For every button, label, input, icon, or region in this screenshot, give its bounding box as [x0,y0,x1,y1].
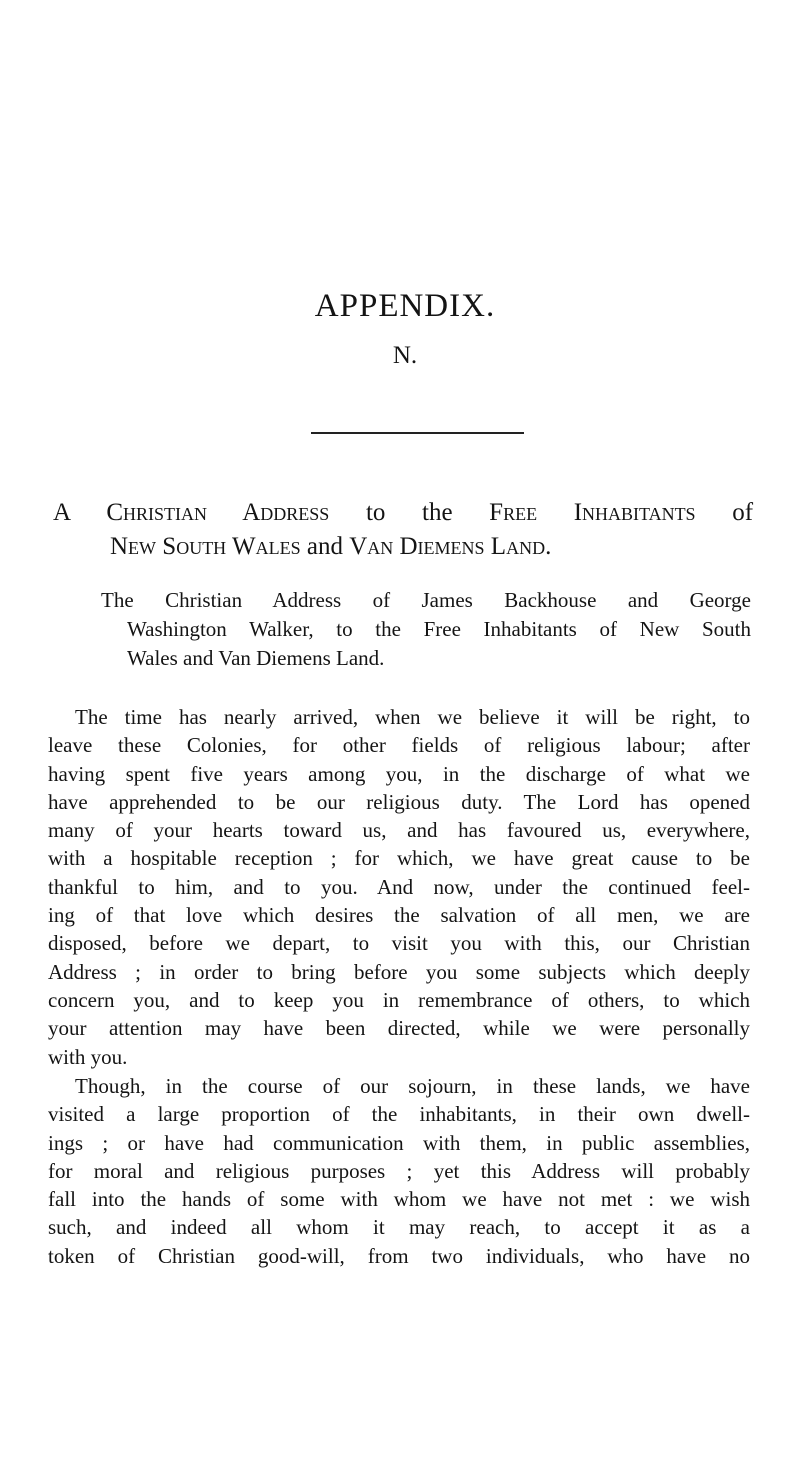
text-line: thankful to him, and to you. And now, under the continued feel- [48,874,750,899]
address-title [53,496,753,564]
title-line-1 [53,496,753,530]
subtitle-line: Washington Walker, to the Free Inhabitants of New South [127,617,751,641]
title-word: and [306,533,343,560]
text-line: token of Christian good-will, from two individuals, who have no [48,1243,750,1268]
text-line: visited a large proportion of the inhabitants, in their own dwell- [48,1102,750,1127]
text-line: having spent five years among you, in the discharge of what we [48,761,750,786]
text-line: for moral and religious purposes ; yet this Address will probably [48,1158,750,1183]
section-divider [311,432,524,434]
text-line: have apprehended to be our religious duty. The Lord has opened [48,789,750,814]
title-word: Christian Address [106,499,330,526]
title-word: Van Diemens Land. [349,533,552,560]
text-line: ings ; or have had communication with them, in public assemblies, [48,1130,750,1155]
text-line: concern you, and to keep you in remembrance of others, to which [48,987,750,1012]
subtitle-line: The Christian Address of James Backhouse and George [101,588,751,612]
title-word: of [732,499,754,526]
text-line: with a hospitable reception ; for which, we have great cause to be [48,846,750,871]
title-word: New South Wales [110,533,301,560]
title-word: to the [365,499,453,526]
paragraph-1 [48,703,750,1071]
text-line: disposed, before we depart, to visit you with this, our Christian [48,931,750,956]
text-line: many of your hearts toward us, and has favoured us, everywhere, [48,818,750,843]
subtitle-line: Wales and Van Diemens Land. [127,646,385,670]
paragraph-2 [48,1072,750,1270]
appendix-heading: APPENDIX. [314,288,496,324]
text-line: your attention may have been directed, while we were personally [48,1016,750,1041]
text-line: such, and indeed all whom it may reach, to accept it as a [48,1215,750,1240]
text-line: Address ; in order to bring before you some subjects which deeply [48,959,750,984]
title-word: Free Inhabitants [489,499,696,526]
address-subtitle [101,586,751,673]
text-line: Though, in the course of our sojourn, in these lands, we have [75,1074,750,1098]
text-line: leave these Colonies, for other fields of religious labour; after [48,733,750,758]
title-word: A [53,499,70,526]
text-line: ing of that love which desires the salvation of all men, we are [48,903,750,928]
text-line: with you. [48,1044,128,1069]
text-line: The time has nearly arrived, when we believe it will be right, to [75,705,750,729]
text-line: fall into the hands of some with whom we have not met : we wish [48,1187,750,1212]
title-line-2 [53,530,753,564]
appendix-letter: N. [392,342,418,369]
